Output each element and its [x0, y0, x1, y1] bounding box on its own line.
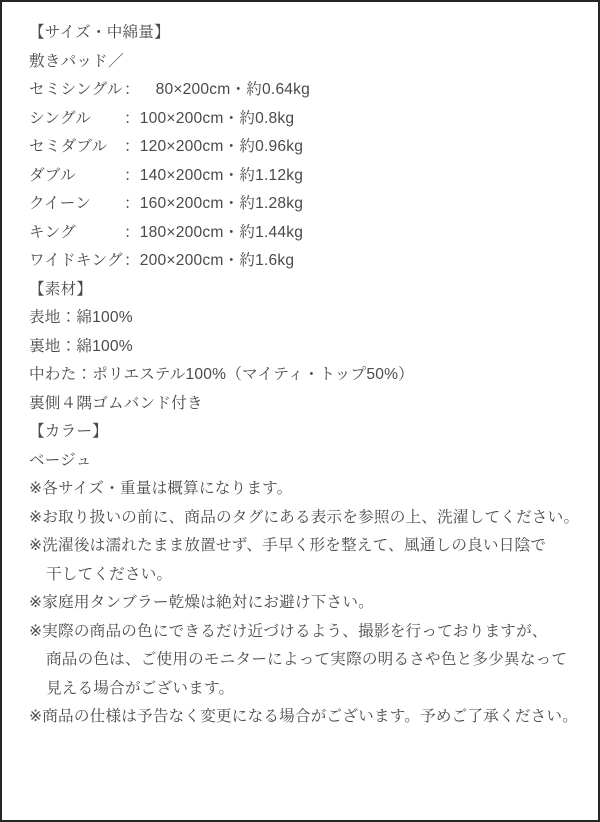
- size-row-separator: ：: [124, 195, 140, 212]
- color-section-heading: 【カラー】: [29, 423, 108, 440]
- size-row-label: セミシングル: [29, 81, 123, 98]
- size-row: [29, 162, 571, 191]
- size-row: [29, 133, 571, 162]
- size-section: [29, 19, 571, 276]
- color-section: [29, 418, 571, 475]
- size-row: [29, 247, 571, 276]
- material-line: 表地：綿100%: [29, 309, 133, 326]
- size-row: [29, 76, 571, 105]
- size-row-label: シングル: [29, 109, 92, 127]
- note-line: ※お取り扱いの前に、商品のタグにある表示を参照の上、洗濯してください。: [29, 508, 580, 526]
- size-row-separator: ：: [124, 81, 140, 98]
- size-row: [29, 105, 571, 134]
- material-line: 中わた：ポリエステル100%（マイティ・トップ50%）: [29, 366, 414, 383]
- material-line: 裏側４隅ゴムバンド付き: [29, 394, 203, 412]
- size-row-separator: ：: [124, 252, 140, 269]
- size-row-value: 80×200cm・約0.64kg: [139, 81, 311, 98]
- size-row-separator: ：: [124, 109, 140, 127]
- size-row-label: セミダブル: [29, 138, 108, 155]
- size-section-subheading: 敷きパッド／: [29, 52, 124, 70]
- size-row-value: 120×200cm・約0.96kg: [139, 138, 304, 155]
- size-row-value: 180×200cm・約1.44kg: [139, 223, 304, 241]
- note-line: ※各サイズ・重量は概算になります。: [29, 480, 293, 497]
- size-row-value: 140×200cm・約1.12kg: [139, 166, 304, 184]
- size-row-value: 160×200cm・約1.28kg: [139, 195, 304, 212]
- material-section: [29, 276, 571, 419]
- size-row-separator: ：: [124, 166, 140, 184]
- note-line: ※家庭用タンブラー乾燥は絶対にお避け下さい。: [29, 594, 374, 611]
- size-row-separator: ：: [124, 223, 140, 241]
- note-line: ※洗濯後は濡れたまま放置せず、手早く形を整えて、風通しの良い日陰で: [29, 537, 547, 554]
- size-row: [29, 190, 571, 219]
- size-section-heading: 【サイズ・中綿量】: [29, 24, 170, 41]
- size-row-separator: ：: [124, 138, 140, 155]
- material-line: 裏地：綿100%: [29, 337, 133, 355]
- size-row-label: キング: [29, 223, 76, 241]
- color-line: ベージュ: [29, 451, 92, 469]
- notes-section: [29, 475, 580, 732]
- note-line-continuation: 見える場合がございます。: [46, 679, 235, 697]
- note-line: ※商品の仕様は予告なく変更になる場合がございます。予めご了承ください。: [29, 708, 579, 725]
- note-line: ※実際の商品の色にできるだけ近づけるよう、撮影を行っておりますが、: [29, 622, 548, 640]
- size-row-value: 200×200cm・約1.6kg: [139, 252, 295, 269]
- size-row-value: 100×200cm・約0.8kg: [139, 109, 295, 127]
- material-section-heading: 【素材】: [29, 280, 93, 298]
- note-line-continuation: 商品の色は、ご使用のモニターによって実際の明るさや色と多少異なって: [46, 651, 568, 668]
- size-row-label: ダブル: [29, 166, 76, 184]
- size-row: [29, 219, 571, 248]
- note-line-continuation: 干してください。: [46, 565, 173, 583]
- size-row-label: ワイドキング: [29, 252, 123, 269]
- size-row-label: クイーン: [29, 195, 92, 212]
